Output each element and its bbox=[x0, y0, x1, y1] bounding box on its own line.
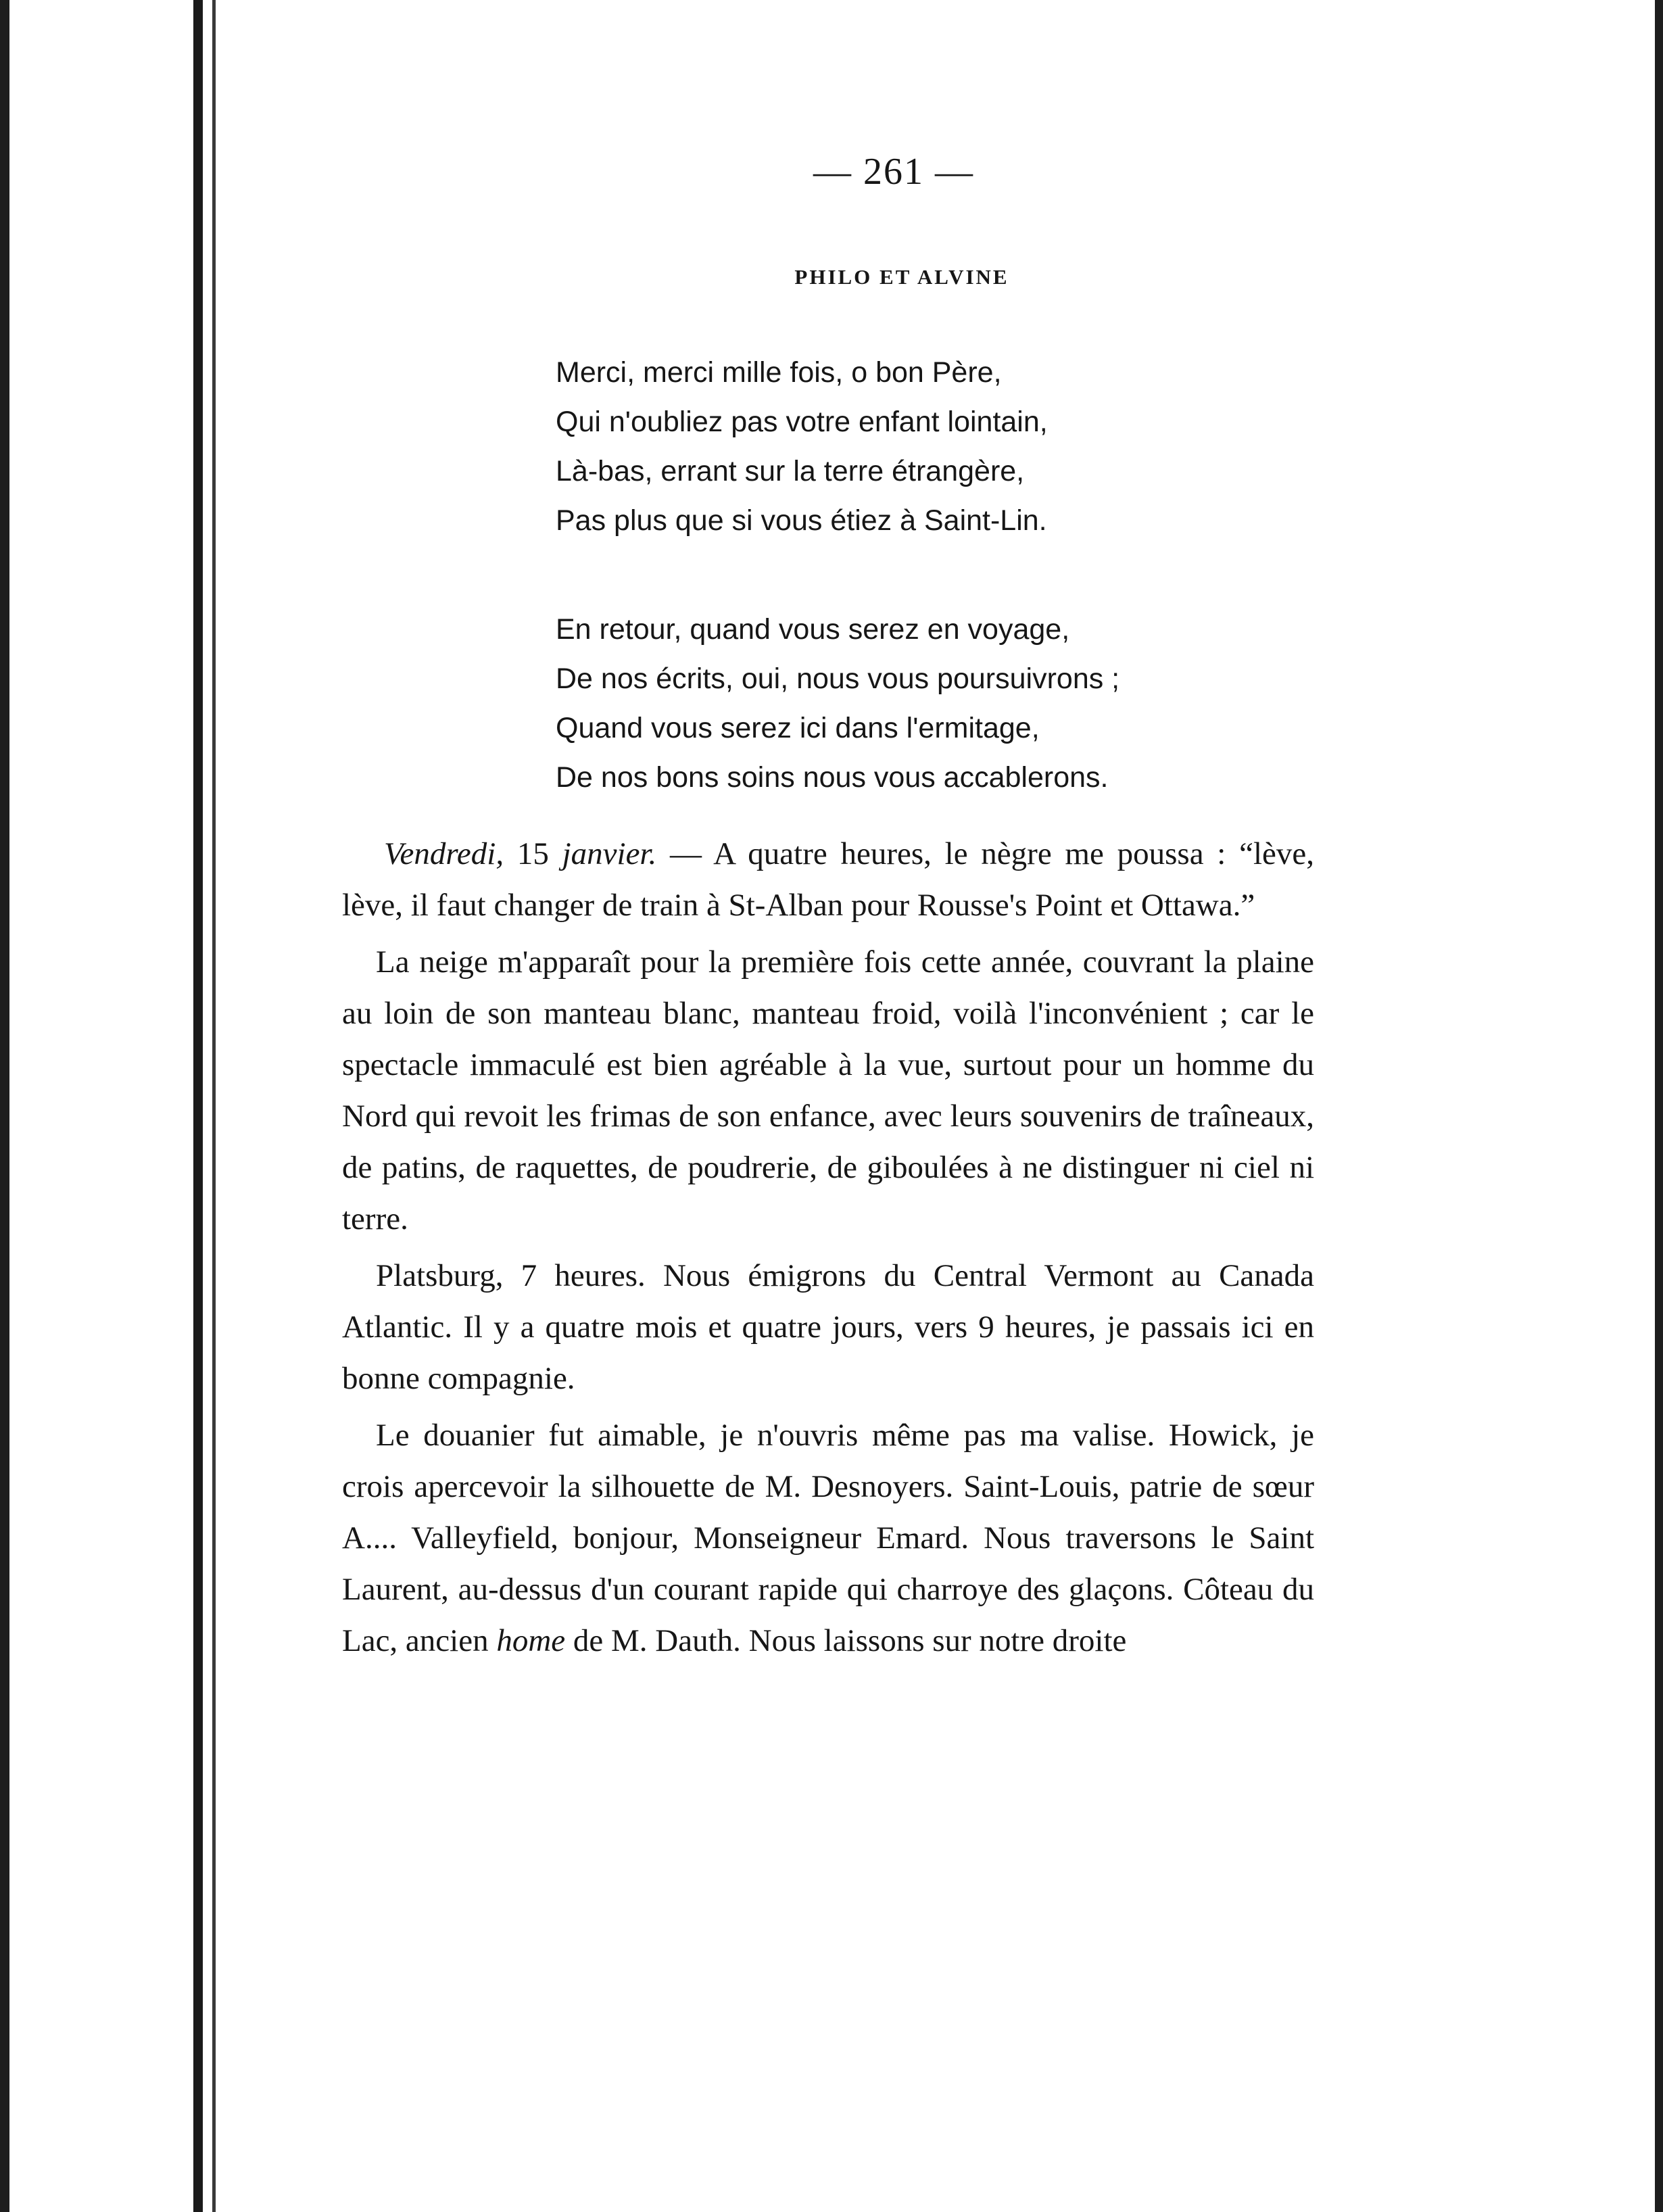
verse-line: De nos écrits, oui, nous vous poursuivrons ; bbox=[556, 663, 1120, 695]
prose-body bbox=[342, 828, 1314, 1672]
verse-line: Merci, merci mille fois, o bon Père, bbox=[556, 356, 1002, 389]
paragraph-diary-entry bbox=[342, 828, 1314, 931]
scan-edge-right bbox=[1655, 0, 1663, 2212]
running-head: PHILO ET ALVINE bbox=[794, 265, 1009, 289]
date-month: janvier. bbox=[562, 836, 657, 871]
paragraph-text: Le douanier fut aimable, je n'ouvris même pas ma valise. Howick, je crois apercevoir la silhouette de M. Desnoyers. Saint-Louis, patrie de sœur A.... Valleyfield, bonjour, Monseigneur Emard. Nous traversons le Saint Laurent, au-dessus d'un courant rapide qui charroye des glaçons. Côteau du Lac, ancien bbox=[342, 1418, 1314, 1658]
paragraph-journey bbox=[342, 1410, 1314, 1666]
paragraph-text: — A quatre heures, le nègre me poussa : “lève, lève, il faut changer de train à St-Alban pour Rousse's Point et Ottawa.” bbox=[342, 836, 1315, 923]
scan-edge-left bbox=[0, 0, 9, 2212]
verse-line: Qui n'oubliez pas votre enfant lointain, bbox=[556, 406, 1048, 438]
paragraph-snow: La neige m'apparaît pour la première fois cette année, couvrant la plaine au loin de son manteau blanc, manteau froid, voilà l'inconvénient ; car le spectacle immaculé est bien agréable à la vue, surtout pour un homme du Nord qui revoit les frimas de son enfance, avec leurs souvenirs de traîneaux, de patins, de raquettes, de poudrerie, de giboulées à ne distinguer ni ciel ni terre. bbox=[342, 944, 1314, 1236]
verse-line: De nos bons soins nous vous accablerons. bbox=[556, 761, 1109, 794]
page-number: — 261 — bbox=[813, 151, 974, 193]
paragraph-text: de M. Dauth. Nous laissons sur notre droite bbox=[565, 1623, 1127, 1658]
italic-word: home bbox=[496, 1623, 566, 1658]
scan-spine-shadow-inner bbox=[212, 0, 216, 2212]
poem-stanza-1 bbox=[556, 348, 1380, 546]
date-weekday: Vendredi, bbox=[384, 836, 504, 871]
verse-line: Pas plus que si vous étiez à Saint-Lin. bbox=[556, 504, 1047, 537]
verse-line: En retour, quand vous serez en voyage, bbox=[556, 613, 1070, 646]
verse-line: Quand vous serez ici dans l'ermitage, bbox=[556, 712, 1040, 744]
date-day: 15 bbox=[504, 836, 562, 871]
scan-spine-shadow bbox=[193, 0, 203, 2212]
poem bbox=[556, 348, 1380, 862]
verse-line: Là-bas, errant sur la terre étrangère, bbox=[556, 455, 1025, 487]
paragraph-platsburg: Platsburg, 7 heures. Nous émigrons du Central Vermont au Canada Atlantic. Il y a quatre mois et quatre jours, vers 9 heures, je passais ici en bonne compagnie. bbox=[342, 1258, 1314, 1396]
poem-stanza-2 bbox=[556, 605, 1380, 802]
